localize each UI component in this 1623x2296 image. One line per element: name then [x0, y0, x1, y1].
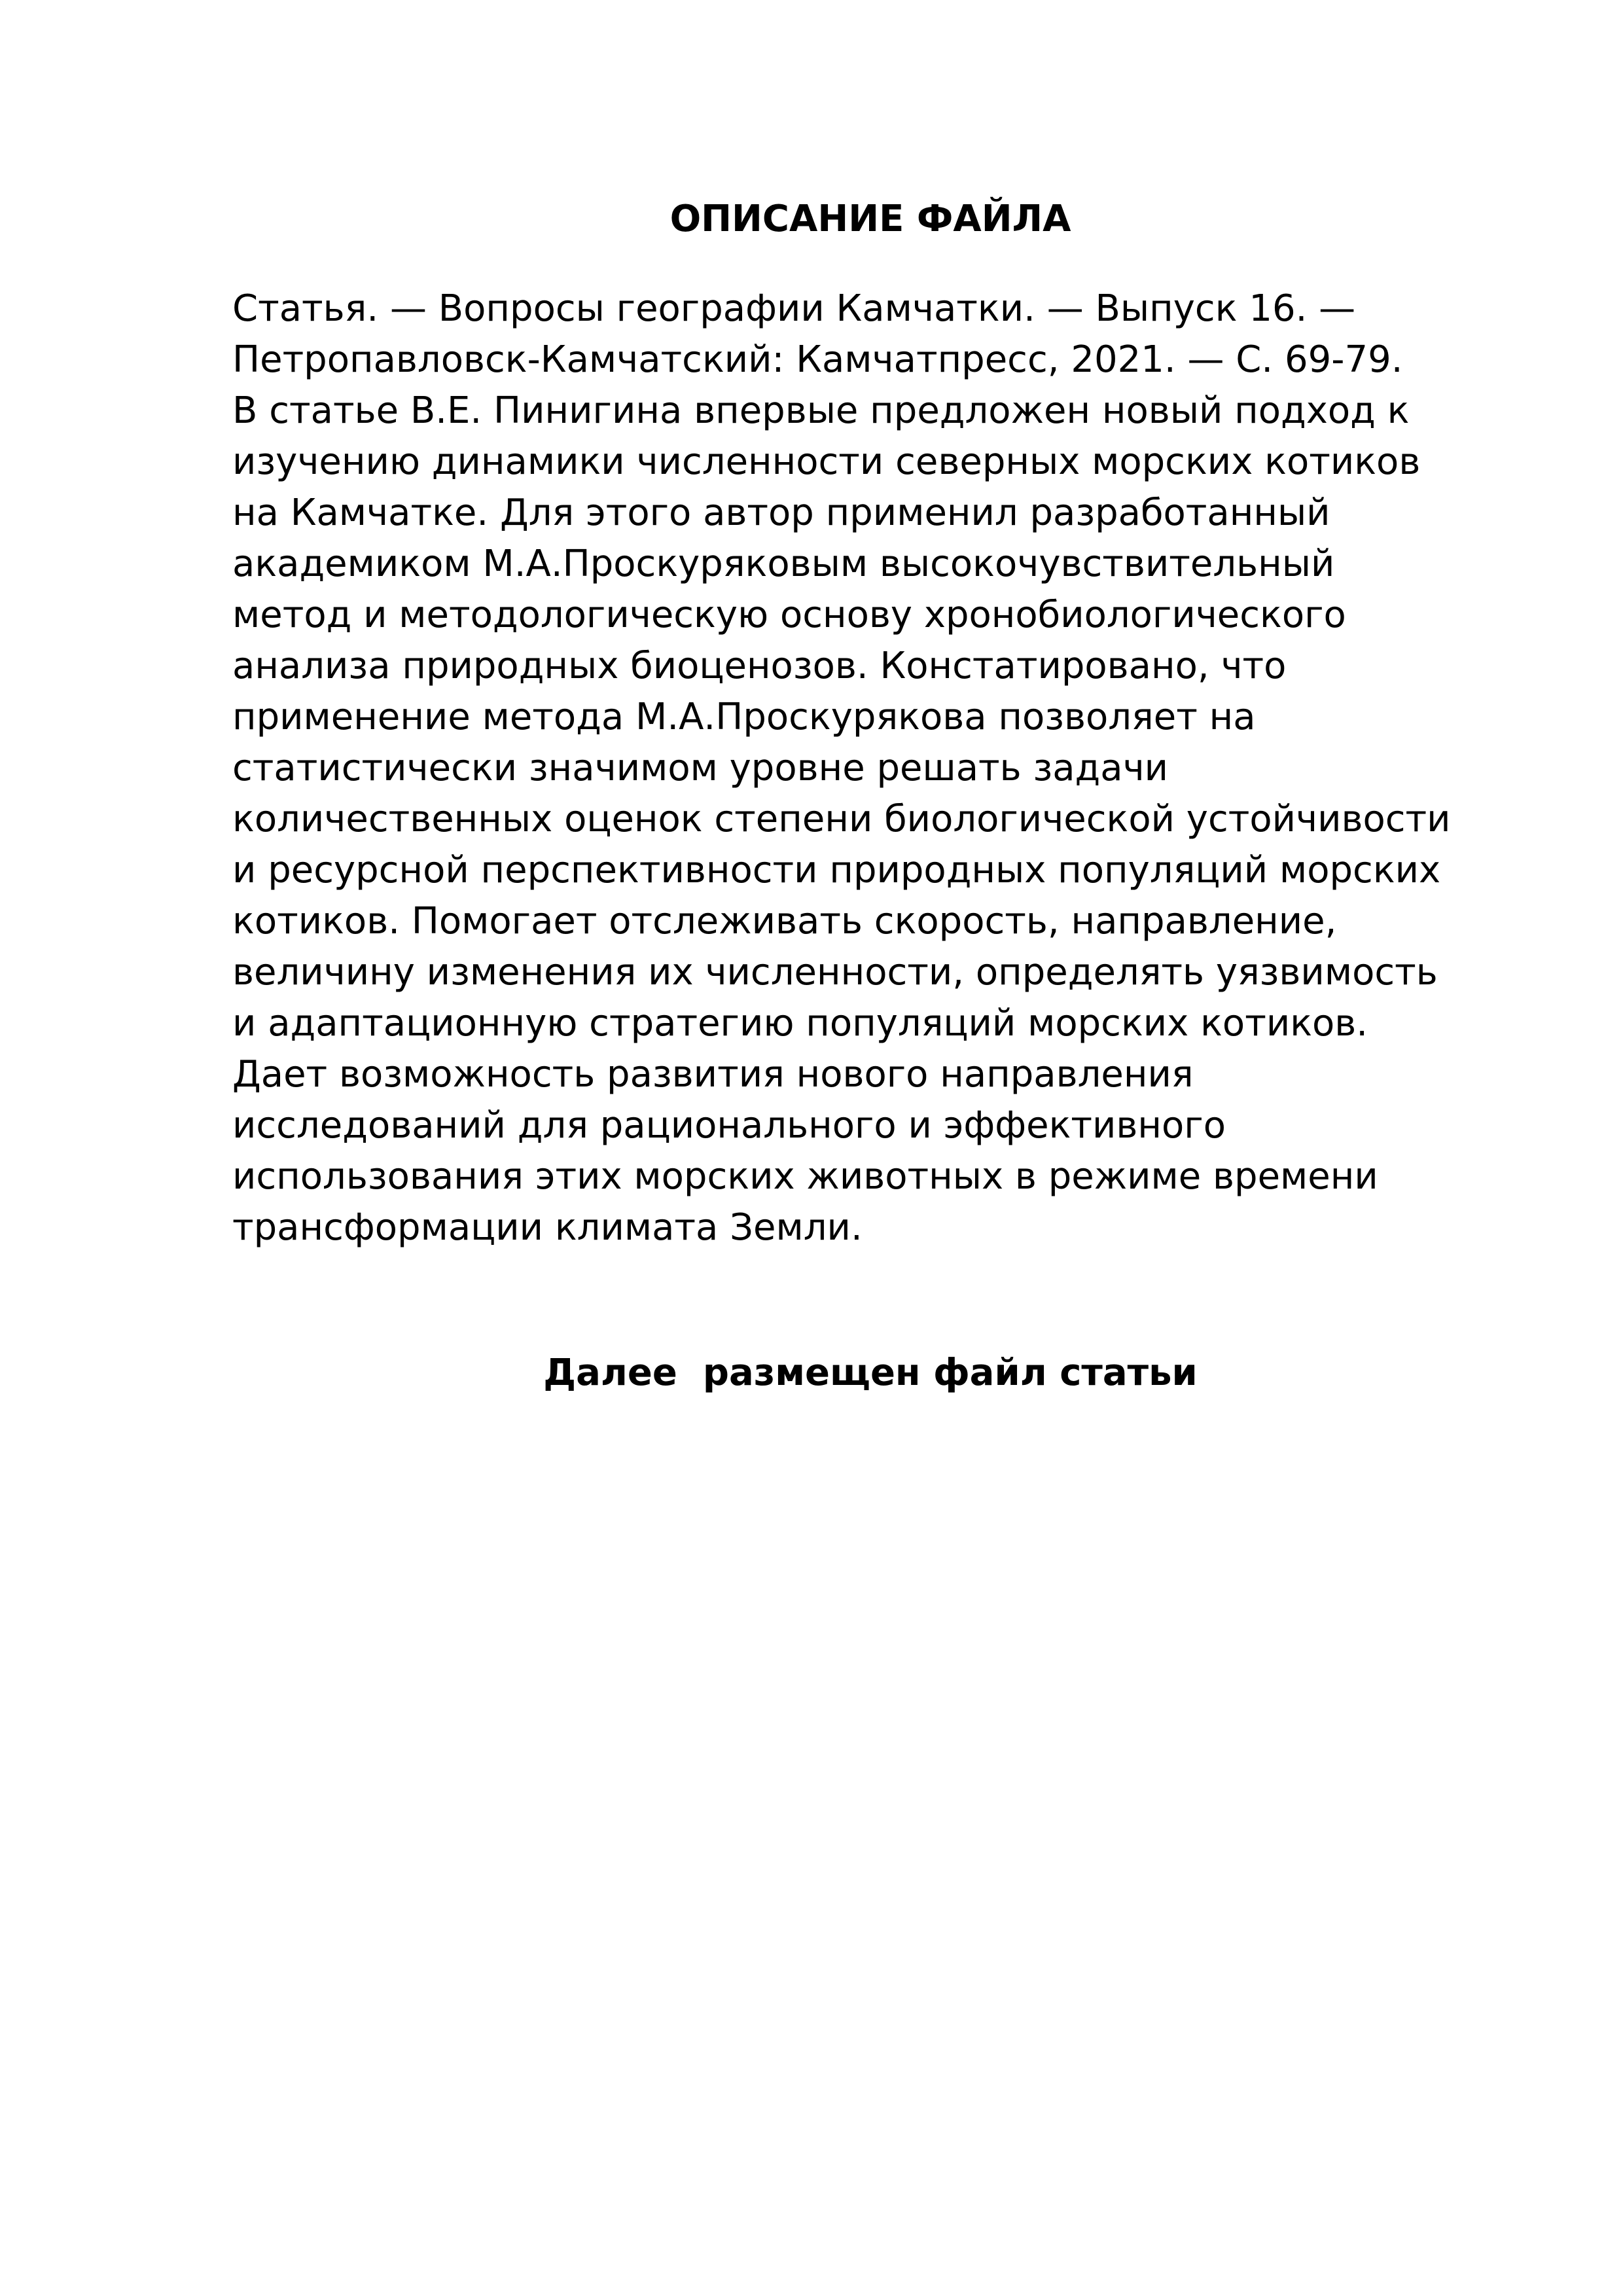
description-line: величину изменения их численности, определять уязвимость	[232, 951, 1438, 994]
description-line: использования этих морских животных в режиме времени	[232, 1155, 1378, 1198]
description-line: В статье В.Е. Пинигина впервые предложен новый подход к	[232, 389, 1410, 432]
description-line: трансформации климата Земли.	[232, 1206, 863, 1249]
description-line: и адаптационную стратегию популяций морских котиков.	[232, 1002, 1368, 1045]
description-line: исследований для рационального и эффективного	[232, 1104, 1226, 1147]
description-line: на Камчатке. Для этого автор применил разработанный	[232, 492, 1330, 534]
description-line: статистически значимом уровне решать задачи	[232, 747, 1169, 789]
description-line: применение метода М.А.Проскурякова позволяет на	[232, 696, 1256, 738]
next-file-note: Далее размещен файл статьи	[543, 1352, 1198, 1394]
description-line: количественных оценок степени биологической устойчивости	[232, 798, 1451, 840]
description-line: анализа природных биоценозов. Констатировано, что	[232, 645, 1287, 687]
description-line: и ресурсной перспективности природных популяций морских	[232, 849, 1441, 891]
description-line: Дает возможность развития нового направления	[232, 1053, 1194, 1096]
description-line: академиком М.А.Проскуряковым высокочувствительный	[232, 543, 1335, 585]
description-line: Статья. — Вопросы географии Камчатки. — Выпуск 16. —	[232, 287, 1356, 330]
description-paragraph	[232, 283, 1541, 1253]
description-line: Петропавловск-Камчатский: Камчатпресс, 2021. — С. 69-79.	[232, 338, 1403, 381]
page-title: ОПИСАНИЕ ФАЙЛА	[669, 198, 1071, 240]
description-line: изучению динамики численности северных морских котиков	[232, 440, 1421, 483]
description-line: котиков. Помогает отслеживать скорость, направление,	[232, 900, 1337, 942]
description-line: метод и методологическую основу хронобиологического	[232, 594, 1346, 636]
